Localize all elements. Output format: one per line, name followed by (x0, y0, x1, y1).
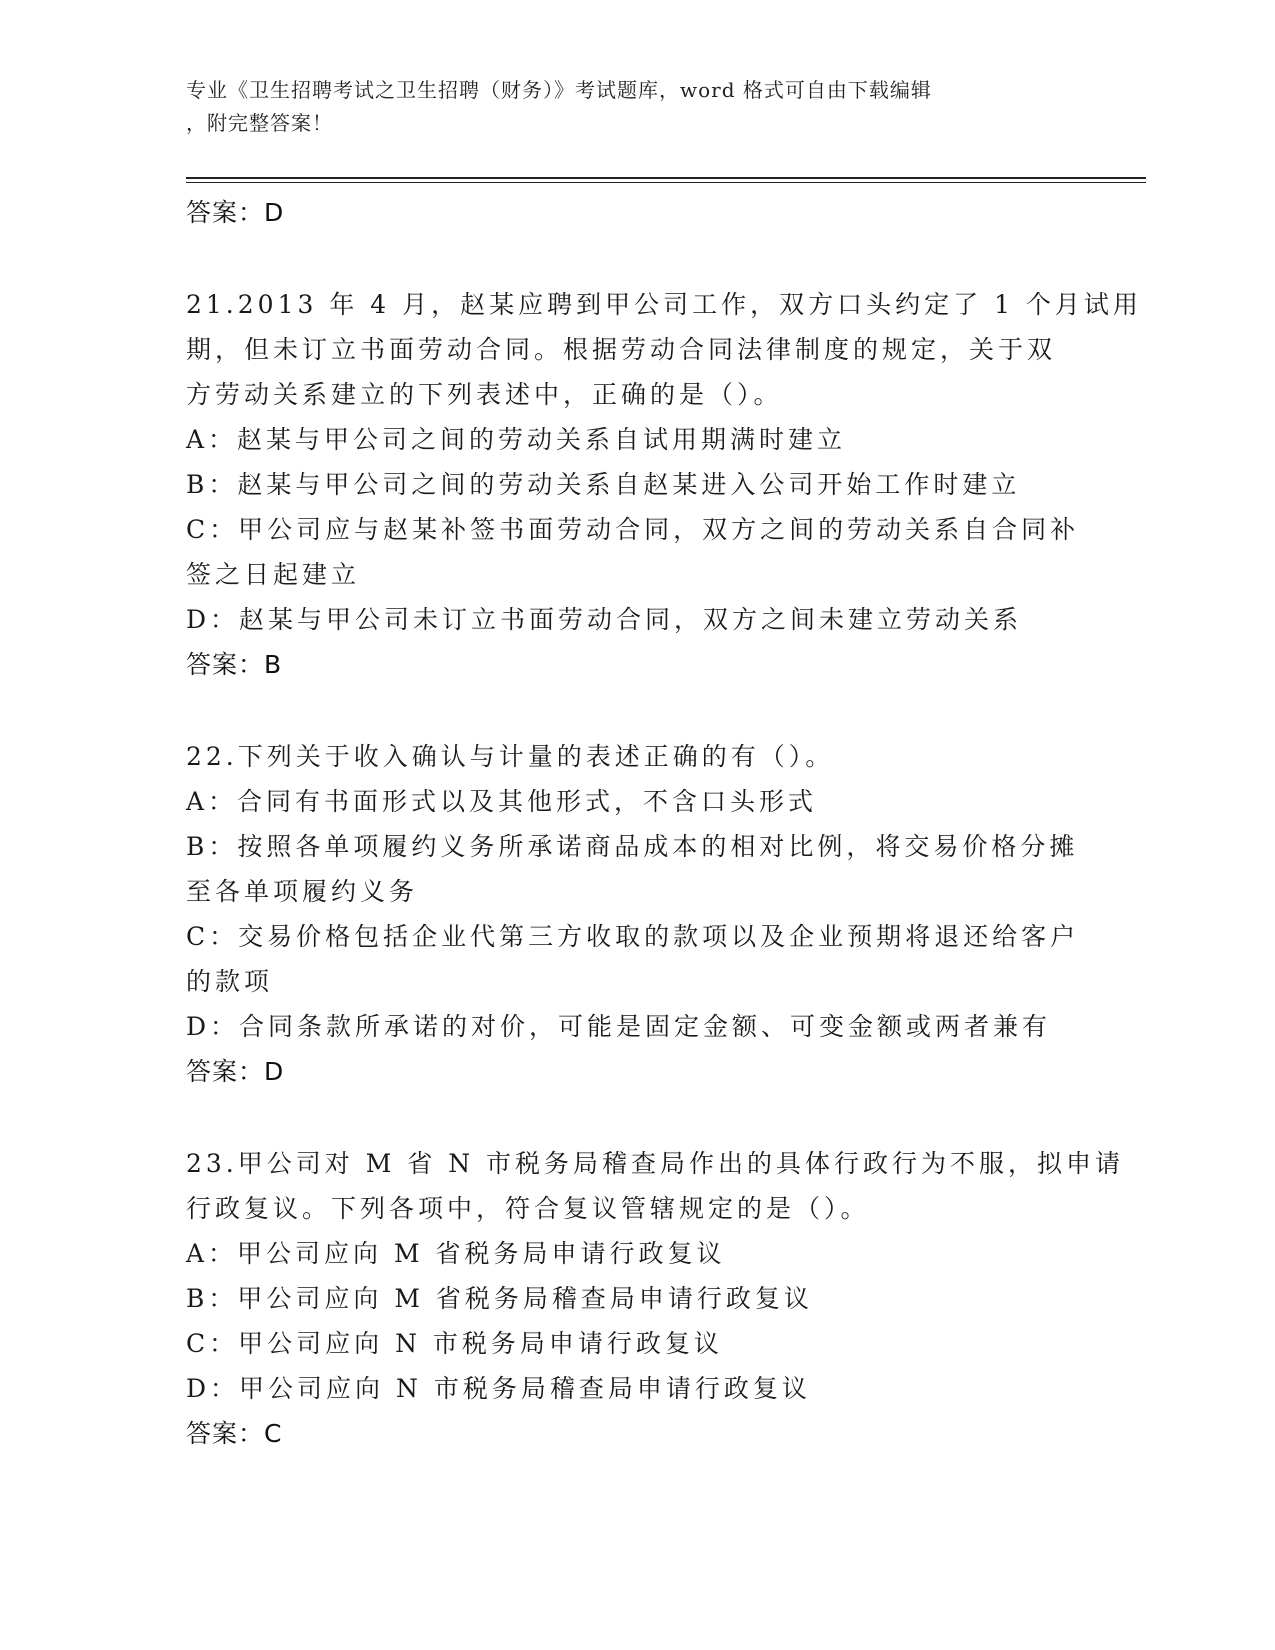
option-b: B：按照各单项履约义务所承诺商品成本的相对比例，将交易价格分摊 (186, 832, 1079, 861)
answer: 答案：D (186, 1057, 285, 1086)
question-stem-line: 行政复议。下列各项中，符合复议管辖规定的是（）。 (186, 1194, 870, 1223)
document-header (186, 74, 1086, 140)
question-stem-line: 21.2013 年 4 月，赵某应聘到甲公司工作，双方口头约定了 1 个月试用 (186, 290, 1142, 319)
option-d: D：甲公司应向 N 市税务局稽查局申请行政复议 (186, 1374, 811, 1403)
answer: 答案：B (186, 650, 283, 679)
question-21 (186, 282, 1142, 687)
question-stem-line: 方劳动关系建立的下列表述中，正确的是（）。 (186, 380, 783, 409)
question-23 (186, 1141, 1125, 1456)
spacer (186, 235, 1086, 282)
option-b-continued: 至各单项履约义务 (186, 877, 419, 906)
option-a: A：赵某与甲公司之间的劳动关系自试用期满时建立 (186, 425, 847, 454)
header-divider-thin (186, 182, 1146, 183)
option-b: B：甲公司应向 M 省税务局稽查局申请行政复议 (186, 1284, 813, 1313)
header-line-2: ，附完整答案！ (186, 111, 333, 135)
option-c: C：甲公司应向 N 市税务局申请行政复议 (186, 1329, 723, 1358)
spacer (186, 1094, 1086, 1141)
answer: 答案：C (186, 1419, 283, 1448)
option-a: A：甲公司应向 M 省税务局申请行政复议 (186, 1239, 726, 1268)
header-line-1: 专业《卫生招聘考试之卫生招聘（财务）》考试题库，word 格式可自由下载编辑 (186, 78, 932, 102)
question-22 (186, 734, 1086, 1094)
option-d: D：赵某与甲公司未订立书面劳动合同，双方之间未建立劳动关系 (186, 605, 1023, 634)
question-stem-line: 22.下列关于收入确认与计量的表述正确的有（）。 (186, 742, 835, 771)
spacer (186, 687, 1086, 734)
option-c-continued: 的款项 (186, 967, 274, 996)
option-a: A：合同有书面形式以及其他形式，不含口头形式 (186, 787, 818, 816)
option-c: C：交易价格包括企业代第三方收取的款项以及企业预期将退还给客户 (186, 922, 1080, 951)
option-d: D：合同条款所承诺的对价，可能是固定金额、可变金额或两者兼有 (186, 1012, 1052, 1041)
option-b: B：赵某与甲公司之间的劳动关系自赵某进入公司开始工作时建立 (186, 470, 1021, 499)
header-divider-thick (186, 177, 1146, 179)
question-stem-line: 期，但未订立书面劳动合同。根据劳动合同法律制度的规定，关于双 (186, 335, 1057, 364)
previous-answer: 答案：D (186, 198, 285, 227)
question-list (186, 190, 1142, 1456)
option-c-continued: 签之日起建立 (186, 560, 361, 589)
option-c: C：甲公司应与赵某补签书面劳动合同，双方之间的劳动关系自合同补 (186, 515, 1080, 544)
question-stem-line: 23.甲公司对 M 省 N 市税务局稽查局作出的具体行政行为不服，拟申请 (186, 1149, 1125, 1178)
